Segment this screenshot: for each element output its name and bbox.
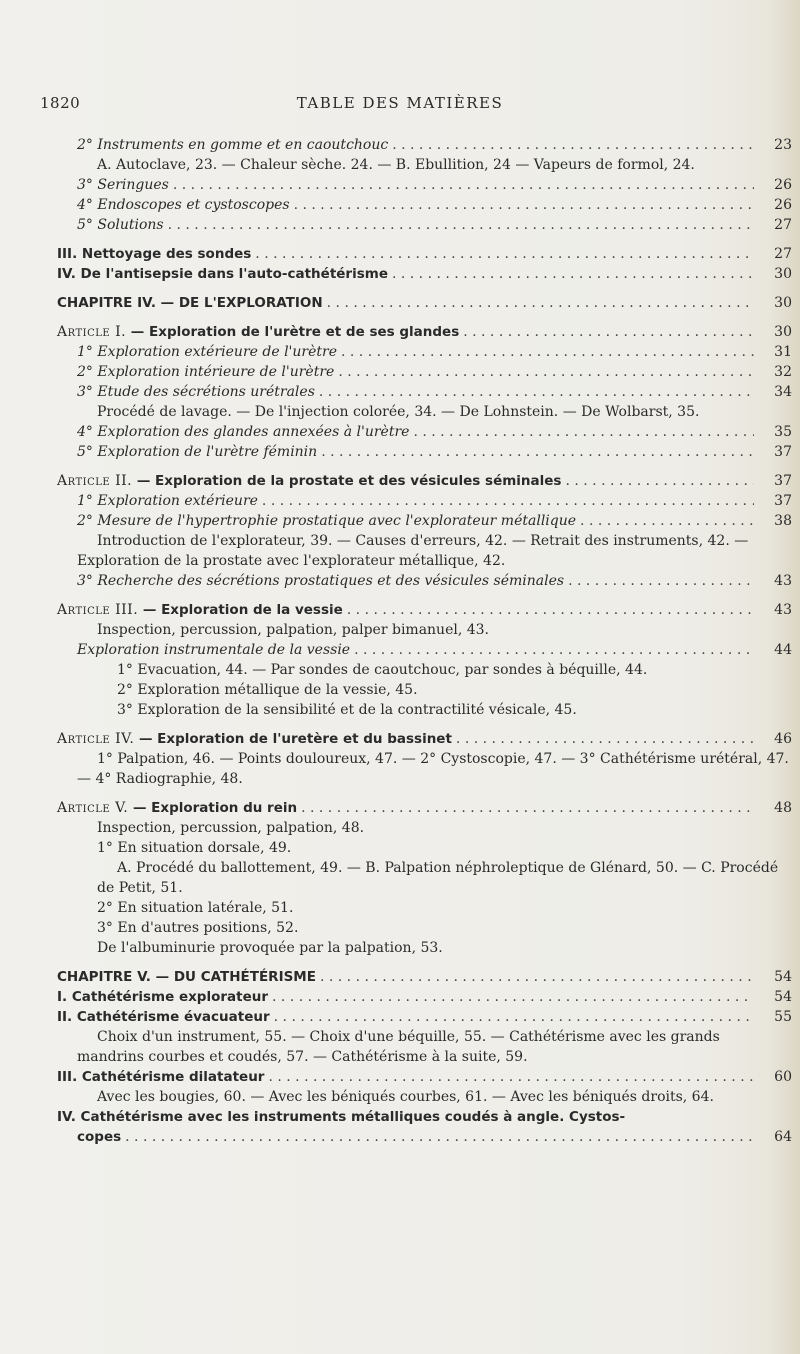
toc-entry-row — [77, 640, 758, 660]
leader-dots — [338, 362, 754, 382]
toc-entry-row — [77, 571, 758, 591]
toc-entry-row — [77, 422, 758, 442]
toc-entry-label — [57, 471, 561, 491]
toc-subentry: Inspection, percussion, palpation, 48. — [97, 820, 365, 836]
table-of-contents — [0, 135, 800, 1147]
toc-entry-row — [57, 798, 758, 818]
toc-entry-label: 2° Mesure de l'hypertrophie prostatique avec l'explorateur métallique — [77, 513, 577, 529]
toc-subentry: 3° Exploration de la sensibilité et de la contractilité vésicale, 45. — [117, 702, 577, 718]
toc-entry-label: 1° Exploration extérieure — [77, 493, 258, 509]
leader-dots — [294, 195, 754, 215]
toc-entry[interactable] — [0, 293, 792, 313]
leader-dots — [580, 511, 754, 531]
article-title: — Exploration de la vessie — [138, 602, 343, 618]
page-reference: 44 — [774, 642, 792, 658]
leader-dots — [262, 491, 754, 511]
toc-subentry: A. Autoclave, 23. — Chaleur sèche. 24. — B. Ebullition, 24 — Vapeurs de formol, 24. — [97, 157, 695, 173]
spacer — [0, 462, 800, 471]
toc-entry-row — [57, 1007, 758, 1027]
leader-dots — [173, 175, 754, 195]
toc-subentry: 2° En situation latérale, 51. — [97, 900, 294, 916]
page-reference: 38 — [774, 513, 792, 529]
toc-subentry: 1° En situation dorsale, 49. — [97, 840, 292, 856]
toc-entry-row — [77, 195, 758, 215]
spacer — [0, 313, 800, 322]
page-reference: 37 — [774, 473, 792, 489]
toc-subentry: 2° Exploration métallique de la vessie, 45. — [117, 682, 418, 698]
page-reference: 60 — [774, 1069, 792, 1085]
toc-entry-row — [57, 600, 758, 620]
page-reference: 48 — [774, 800, 792, 816]
toc-entry-row — [77, 511, 758, 531]
toc-entry[interactable] — [0, 967, 792, 987]
article-title: — Exploration du rein — [128, 800, 298, 816]
toc-entry-row — [57, 264, 758, 284]
toc-subentry: 1° Palpation, 46. — Points douloureux, 47. — 2° Cystoscopie, 47. — 3° Cathétérisme urétéral, 47. — 4° Radiographie, 48. — [77, 751, 789, 787]
toc-subentry: A. Procédé du ballottement, 49. — B. Palpation néphroleptique de Glénard, 50. — C. Procédé de Petit, 51. — [97, 860, 779, 896]
toc-subentry: Procédé de lavage. — De l'injection colorée, 34. — De Lohnstein. — De Wolbarst, 35. — [97, 404, 700, 420]
page-reference: 64 — [774, 1129, 792, 1145]
leader-dots — [272, 987, 754, 1007]
leader-dots — [268, 1067, 754, 1087]
toc-entry[interactable] — [0, 342, 792, 362]
toc-entry-label — [57, 798, 297, 818]
toc-entry-row — [57, 1127, 758, 1147]
page-reference: 35 — [774, 424, 792, 440]
spacer — [0, 284, 800, 293]
leader-dots — [392, 135, 754, 155]
toc-entry-label: 2° Exploration intérieure de l'urètre — [77, 364, 335, 380]
toc-entry-label: 3° Recherche des sécrétions prostatiques et des vésicules séminales — [77, 573, 565, 589]
toc-entry-row — [77, 442, 758, 462]
leader-dots — [354, 640, 754, 660]
toc-entry[interactable] — [0, 382, 792, 402]
spacer — [0, 720, 800, 729]
toc-entry[interactable] — [0, 422, 792, 442]
leader-dots — [347, 600, 754, 620]
leader-dots — [456, 729, 754, 749]
toc-entry[interactable] — [0, 135, 792, 155]
toc-subentry: 3° En d'autres positions, 52. — [97, 920, 299, 936]
leader-dots — [319, 382, 754, 402]
page-reference: 55 — [774, 1009, 792, 1025]
toc-entry-row — [57, 293, 758, 313]
toc-entry-row — [57, 967, 758, 987]
page-reference: 30 — [774, 324, 792, 340]
toc-entry-label: 4° Endoscopes et cystoscopes — [77, 197, 290, 213]
leader-dots — [168, 215, 754, 235]
toc-entry-row — [77, 382, 758, 402]
toc-entry-label: CHAPITRE IV. — DE L'EXPLORATION — [57, 295, 323, 311]
leader-dots — [463, 322, 754, 342]
toc-entry-row — [57, 322, 758, 342]
toc-entry[interactable] — [0, 511, 792, 531]
toc-entry-row — [57, 471, 758, 491]
toc-entry-label — [57, 322, 459, 342]
toc-entry[interactable] — [0, 1007, 792, 1027]
page-reference: 26 — [774, 177, 792, 193]
toc-entry-label: III. Nettoyage des sondes — [57, 246, 252, 262]
toc-entry[interactable] — [0, 600, 792, 620]
page-reference: 46 — [774, 731, 792, 747]
toc-subentry: Introduction de l'explorateur, 39. — Causes d'erreurs, 42. — Retrait des instruments, 42. — Exploration de la prostate avec l'explorateur métallique, 42. — [77, 533, 749, 569]
page-reference: 31 — [774, 344, 792, 360]
page-reference: 32 — [774, 364, 792, 380]
toc-entry[interactable] — [0, 471, 792, 491]
toc-entry-row — [77, 491, 758, 511]
article-title: — Exploration de l'uretère et du bassinet — [134, 731, 452, 747]
toc-entry-row — [77, 175, 758, 195]
toc-entry-label: 2° Instruments en gomme et en caoutchouc — [77, 137, 389, 153]
toc-entry-label: 4° Exploration des glandes annexées à l'urètre — [77, 424, 410, 440]
spacer — [0, 235, 800, 244]
toc-entry-row — [77, 135, 758, 155]
toc-entry[interactable] — [0, 215, 792, 235]
article-number: Article III. — [57, 602, 139, 618]
article-number: Article IV. — [57, 731, 135, 747]
toc-entry[interactable] — [0, 362, 792, 382]
leader-dots — [392, 264, 754, 284]
toc-entry-label: IV. Cathétérisme avec les instruments métalliques coudés à angle. Cystos- — [57, 1109, 626, 1125]
leader-dots — [565, 471, 754, 491]
toc-entry-label: IV. De l'antisepsie dans l'auto-cathétérisme — [57, 266, 388, 282]
toc-entry-label: 3° Seringues — [77, 177, 169, 193]
leader-dots — [327, 293, 754, 313]
toc-subentry: Inspection, percussion, palpation, palper bimanuel, 43. — [97, 622, 489, 638]
spacer — [0, 789, 800, 798]
leader-dots — [321, 442, 754, 462]
toc-entry[interactable] — [0, 1067, 792, 1087]
page-reference: 34 — [774, 384, 792, 400]
toc-entry-row — [57, 1067, 758, 1087]
leader-dots — [274, 1007, 754, 1027]
toc-entry[interactable] — [0, 322, 792, 342]
page-reference: 43 — [774, 602, 792, 618]
toc-entry-row — [77, 215, 758, 235]
leader-dots — [568, 571, 754, 591]
toc-subentry: 1° Evacuation, 44. — Par sondes de caoutchouc, par sondes à béquille, 44. — [117, 662, 648, 678]
leader-dots — [320, 967, 754, 987]
spacer — [0, 591, 800, 600]
article-title: — Exploration de l'urètre et de ses glandes — [126, 324, 460, 340]
toc-subentry: Avec les bougies, 60. — Avec les béniqués courbes, 61. — Avec les béniqués droits, 64. — [97, 1089, 714, 1105]
leader-dots — [255, 244, 754, 264]
toc-entry[interactable] — [0, 729, 792, 749]
page-reference: 30 — [774, 266, 792, 282]
toc-entry[interactable] — [0, 798, 792, 818]
page-number: 1820 — [40, 94, 81, 112]
toc-entry[interactable] — [0, 175, 792, 195]
page-reference: 26 — [774, 197, 792, 213]
toc-entry-label — [57, 729, 452, 749]
toc-entry-label — [57, 600, 343, 620]
toc-entry[interactable] — [0, 640, 792, 660]
toc-entry-label: 5° Exploration de l'urètre féminin — [77, 444, 318, 460]
toc-entry-label: copes — [77, 1129, 122, 1145]
page-reference: 37 — [774, 493, 792, 509]
page-reference: 23 — [774, 137, 792, 153]
toc-entry-row — [57, 244, 758, 264]
article-title: — Exploration de la prostate et des vésicules séminales — [132, 473, 562, 489]
toc-entry-row — [57, 729, 758, 749]
toc-entry-label: CHAPITRE V. — DU CATHÉTÉRISME — [57, 969, 316, 985]
page-reference: 37 — [774, 444, 792, 460]
toc-entry-label: 1° Exploration extérieure de l'urètre — [77, 344, 337, 360]
page-reference: 43 — [774, 573, 792, 589]
toc-entry[interactable] — [0, 195, 792, 215]
toc-entry-label: 3° Etude des sécrétions urétrales — [77, 384, 315, 400]
page-reference: 27 — [774, 217, 792, 233]
toc-entry[interactable] — [0, 571, 792, 591]
toc-entry[interactable] — [0, 264, 792, 284]
page-reference: 27 — [774, 246, 792, 262]
toc-entry-row — [77, 342, 758, 362]
toc-entry-row — [57, 987, 758, 1007]
article-number: Article II. — [57, 473, 133, 489]
article-number: Article V. — [57, 800, 129, 816]
leader-dots — [125, 1127, 754, 1147]
toc-entry-row — [77, 362, 758, 382]
leader-dots — [413, 422, 754, 442]
toc-entry[interactable] — [0, 1107, 792, 1147]
toc-entry-label: 5° Solutions — [77, 217, 164, 233]
toc-entry-label: I. Cathétérisme explorateur — [57, 989, 269, 1005]
toc-entry-label: Exploration instrumentale de la vessie — [77, 642, 351, 658]
toc-entry-label: III. Cathétérisme dilatateur — [57, 1069, 265, 1085]
spacer — [0, 958, 800, 967]
page-reference: 54 — [774, 989, 792, 1005]
toc-entry[interactable] — [0, 442, 792, 462]
page-header — [40, 94, 760, 118]
leader-dots — [341, 342, 754, 362]
toc-entry[interactable] — [0, 491, 792, 511]
toc-entry[interactable] — [0, 987, 792, 1007]
article-number: Article I. — [57, 324, 127, 340]
toc-subentry: De l'albuminurie provoquée par la palpation, 53. — [97, 940, 443, 956]
running-title: TABLE DES MATIÈRES — [296, 94, 504, 112]
toc-entry[interactable] — [0, 244, 792, 264]
leader-dots — [301, 798, 754, 818]
toc-entry-label: II. Cathétérisme évacuateur — [57, 1009, 270, 1025]
page-reference: 30 — [774, 295, 792, 311]
toc-subentry: Choix d'un instrument, 55. — Choix d'une béquille, 55. — Cathétérisme avec les grands mandrins courbes et coudés, 57. — Cathétérisme à la suite, 59. — [77, 1029, 720, 1065]
page-reference: 54 — [774, 969, 792, 985]
